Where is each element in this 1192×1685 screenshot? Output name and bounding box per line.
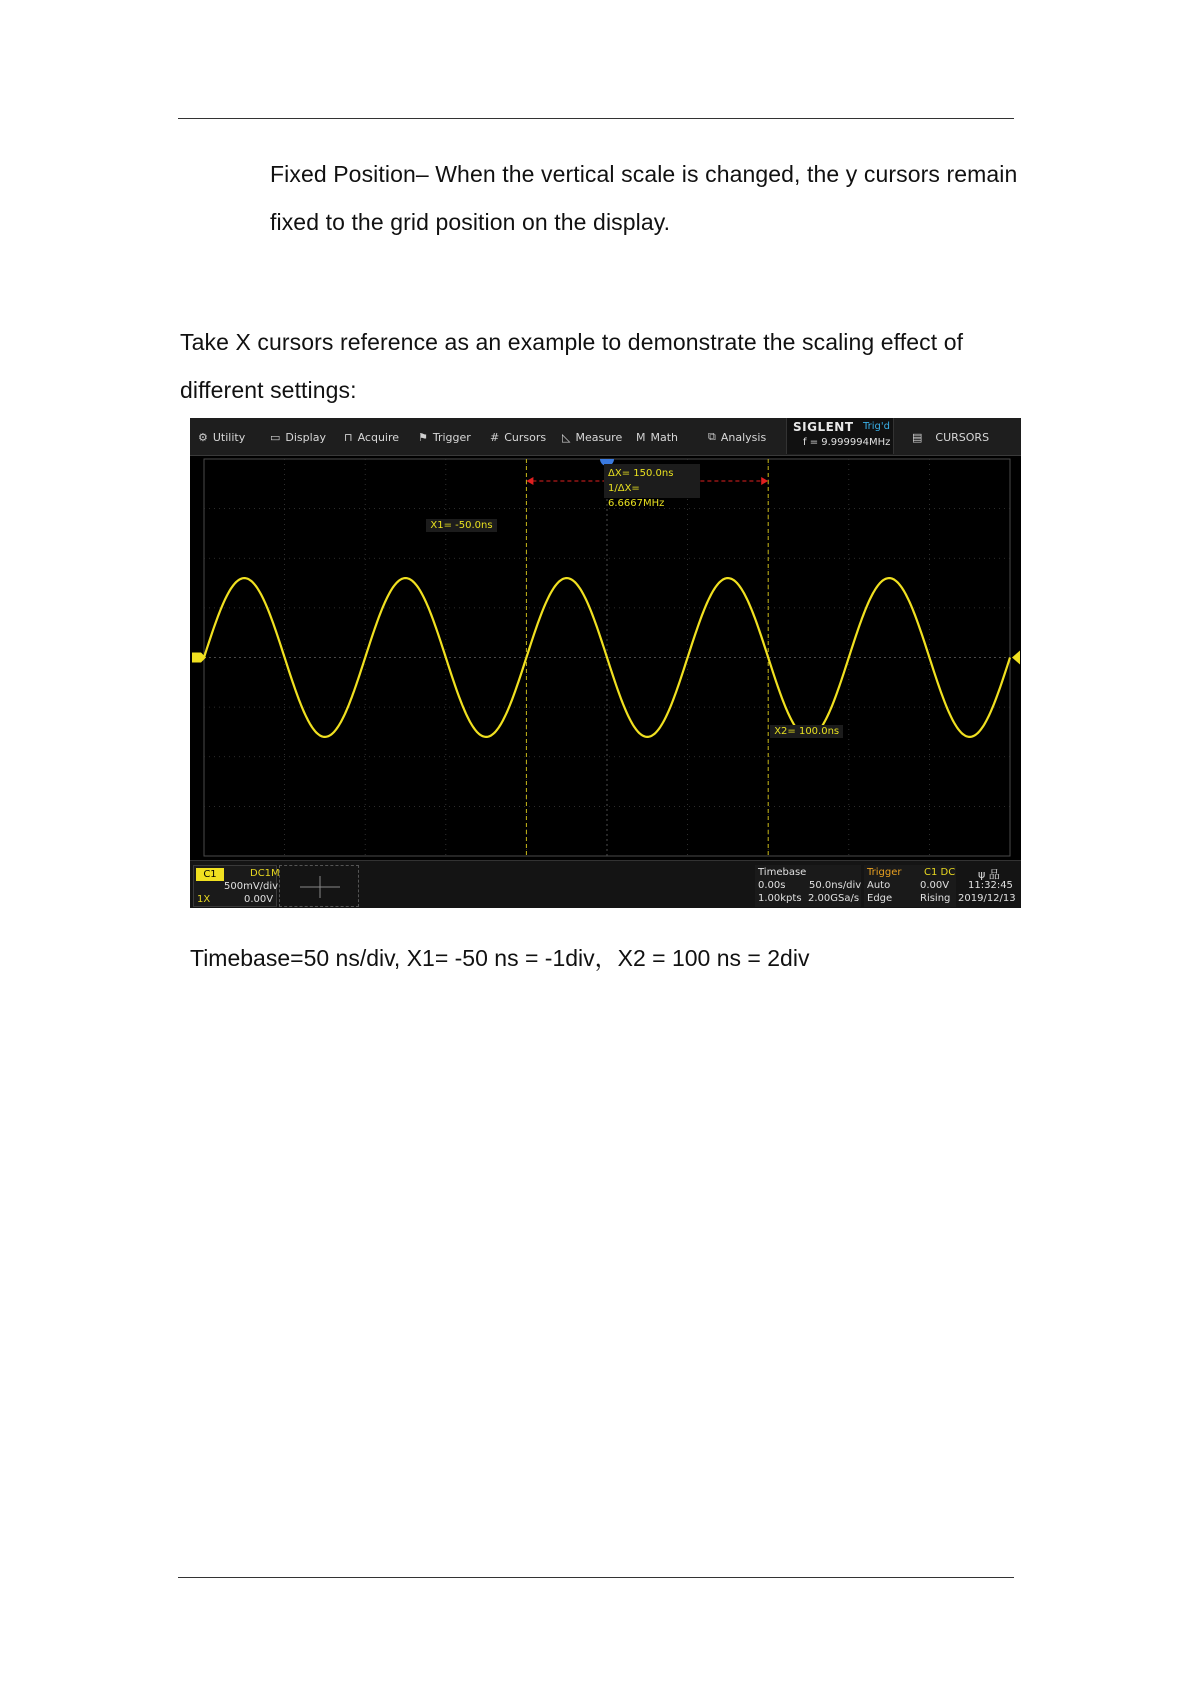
trigger-source: C1 DC	[924, 867, 956, 878]
trigger-type: Edge	[867, 893, 893, 904]
x2-cursor-label[interactable]: X2= 100.0ns	[770, 725, 843, 738]
timebase-delay: 0.00s	[758, 880, 786, 891]
delta-arrow-right	[761, 477, 768, 485]
measure-icon: ◺	[562, 430, 571, 444]
gear-icon: ⚙	[198, 430, 208, 444]
menu-cursors[interactable]: # Cursors	[490, 430, 547, 444]
memory-depth: 1.00kpts	[758, 893, 802, 904]
analysis-icon: ⧉	[708, 430, 716, 443]
frequency-readout: f = 9.999994MHz	[803, 437, 891, 448]
usb-icon: ψ	[978, 868, 986, 881]
figure-caption: Timebase=50 ns/div, X1= -50 ns = -1div，X2 = 100 ns = 2div	[190, 945, 810, 971]
timebase-box[interactable]	[755, 865, 861, 907]
cursor-grid-icon: #	[490, 430, 500, 444]
sample-rate: 2.00GSa/s	[808, 893, 860, 904]
trigger-level: 0.00V	[920, 880, 950, 891]
scope-status-bar	[190, 860, 1021, 908]
cursors-mode-indicator[interactable]: ▤ CURSORS	[912, 430, 990, 444]
inverse-delta-x-value: 1/ΔX= 6.6667MHz	[608, 483, 665, 509]
menu-display[interactable]: ▭ Display	[270, 430, 326, 444]
delta-arrow-left	[526, 477, 533, 485]
oscilloscope-screenshot	[190, 418, 1021, 908]
fixed-position-paragraph: Fixed Position– When the vertical scale is changed, the y cursors remain fixed to the grid position on the display.	[270, 161, 1018, 235]
brand-logo: SIGLENT	[793, 420, 854, 434]
delta-x-value: ΔX= 150.0ns	[608, 468, 674, 479]
channel1-coupling: DC1M	[250, 868, 280, 879]
flag-icon: ⚑	[418, 430, 428, 444]
math-icon: Ⅿ	[636, 430, 646, 444]
footer-rule	[178, 1577, 1014, 1578]
menu-math[interactable]: Ⅿ Math	[636, 430, 679, 444]
channel1-offset: 0.00V	[244, 894, 274, 905]
timebase-scale: 50.0ns/div	[809, 880, 862, 891]
channel1-scale: 500mV/div	[224, 881, 279, 892]
channel1-box[interactable]	[193, 865, 280, 907]
clock-box	[958, 865, 1018, 907]
trigger-level-marker[interactable]	[1012, 651, 1020, 665]
channel1-tag: C1	[196, 868, 224, 881]
trigger-mode: Auto	[867, 880, 891, 891]
add-channel-box[interactable]	[279, 865, 359, 907]
document-icon: ▤	[912, 430, 923, 444]
example-paragraph: Take X cursors reference as an example to demonstrate the scaling effect of different settings:	[180, 329, 964, 403]
acquire-icon: ⊓	[344, 430, 353, 444]
channel1-probe: 1X	[197, 894, 211, 905]
menu-utility[interactable]: ⚙ Utility	[198, 430, 246, 444]
menu-measure[interactable]: ◺ Measure	[562, 430, 623, 444]
timebase-title: Timebase	[758, 867, 807, 878]
delta-readout	[604, 464, 700, 509]
trigger-box[interactable]	[864, 865, 956, 907]
trigger-slope: Rising	[920, 893, 951, 904]
clock-time: 11:32:45	[968, 880, 1013, 891]
trigger-status: Trig'd	[863, 421, 890, 432]
menu-analysis[interactable]: ⧉ Analysis	[708, 430, 767, 444]
header-rule	[178, 118, 1014, 119]
plus-icon	[280, 866, 360, 908]
menu-acquire[interactable]: ⊓ Acquire	[344, 430, 400, 444]
menu-trigger[interactable]: ⚑ Trigger	[418, 430, 471, 444]
clock-date: 2019/12/13	[958, 893, 1016, 904]
trigger-title: Trigger	[867, 867, 902, 878]
monitor-icon: ▭	[270, 430, 281, 444]
cursor-lines	[526, 459, 768, 856]
network-icon: 品	[988, 868, 1000, 881]
x1-cursor-label[interactable]: X1= -50.0ns	[426, 519, 496, 532]
